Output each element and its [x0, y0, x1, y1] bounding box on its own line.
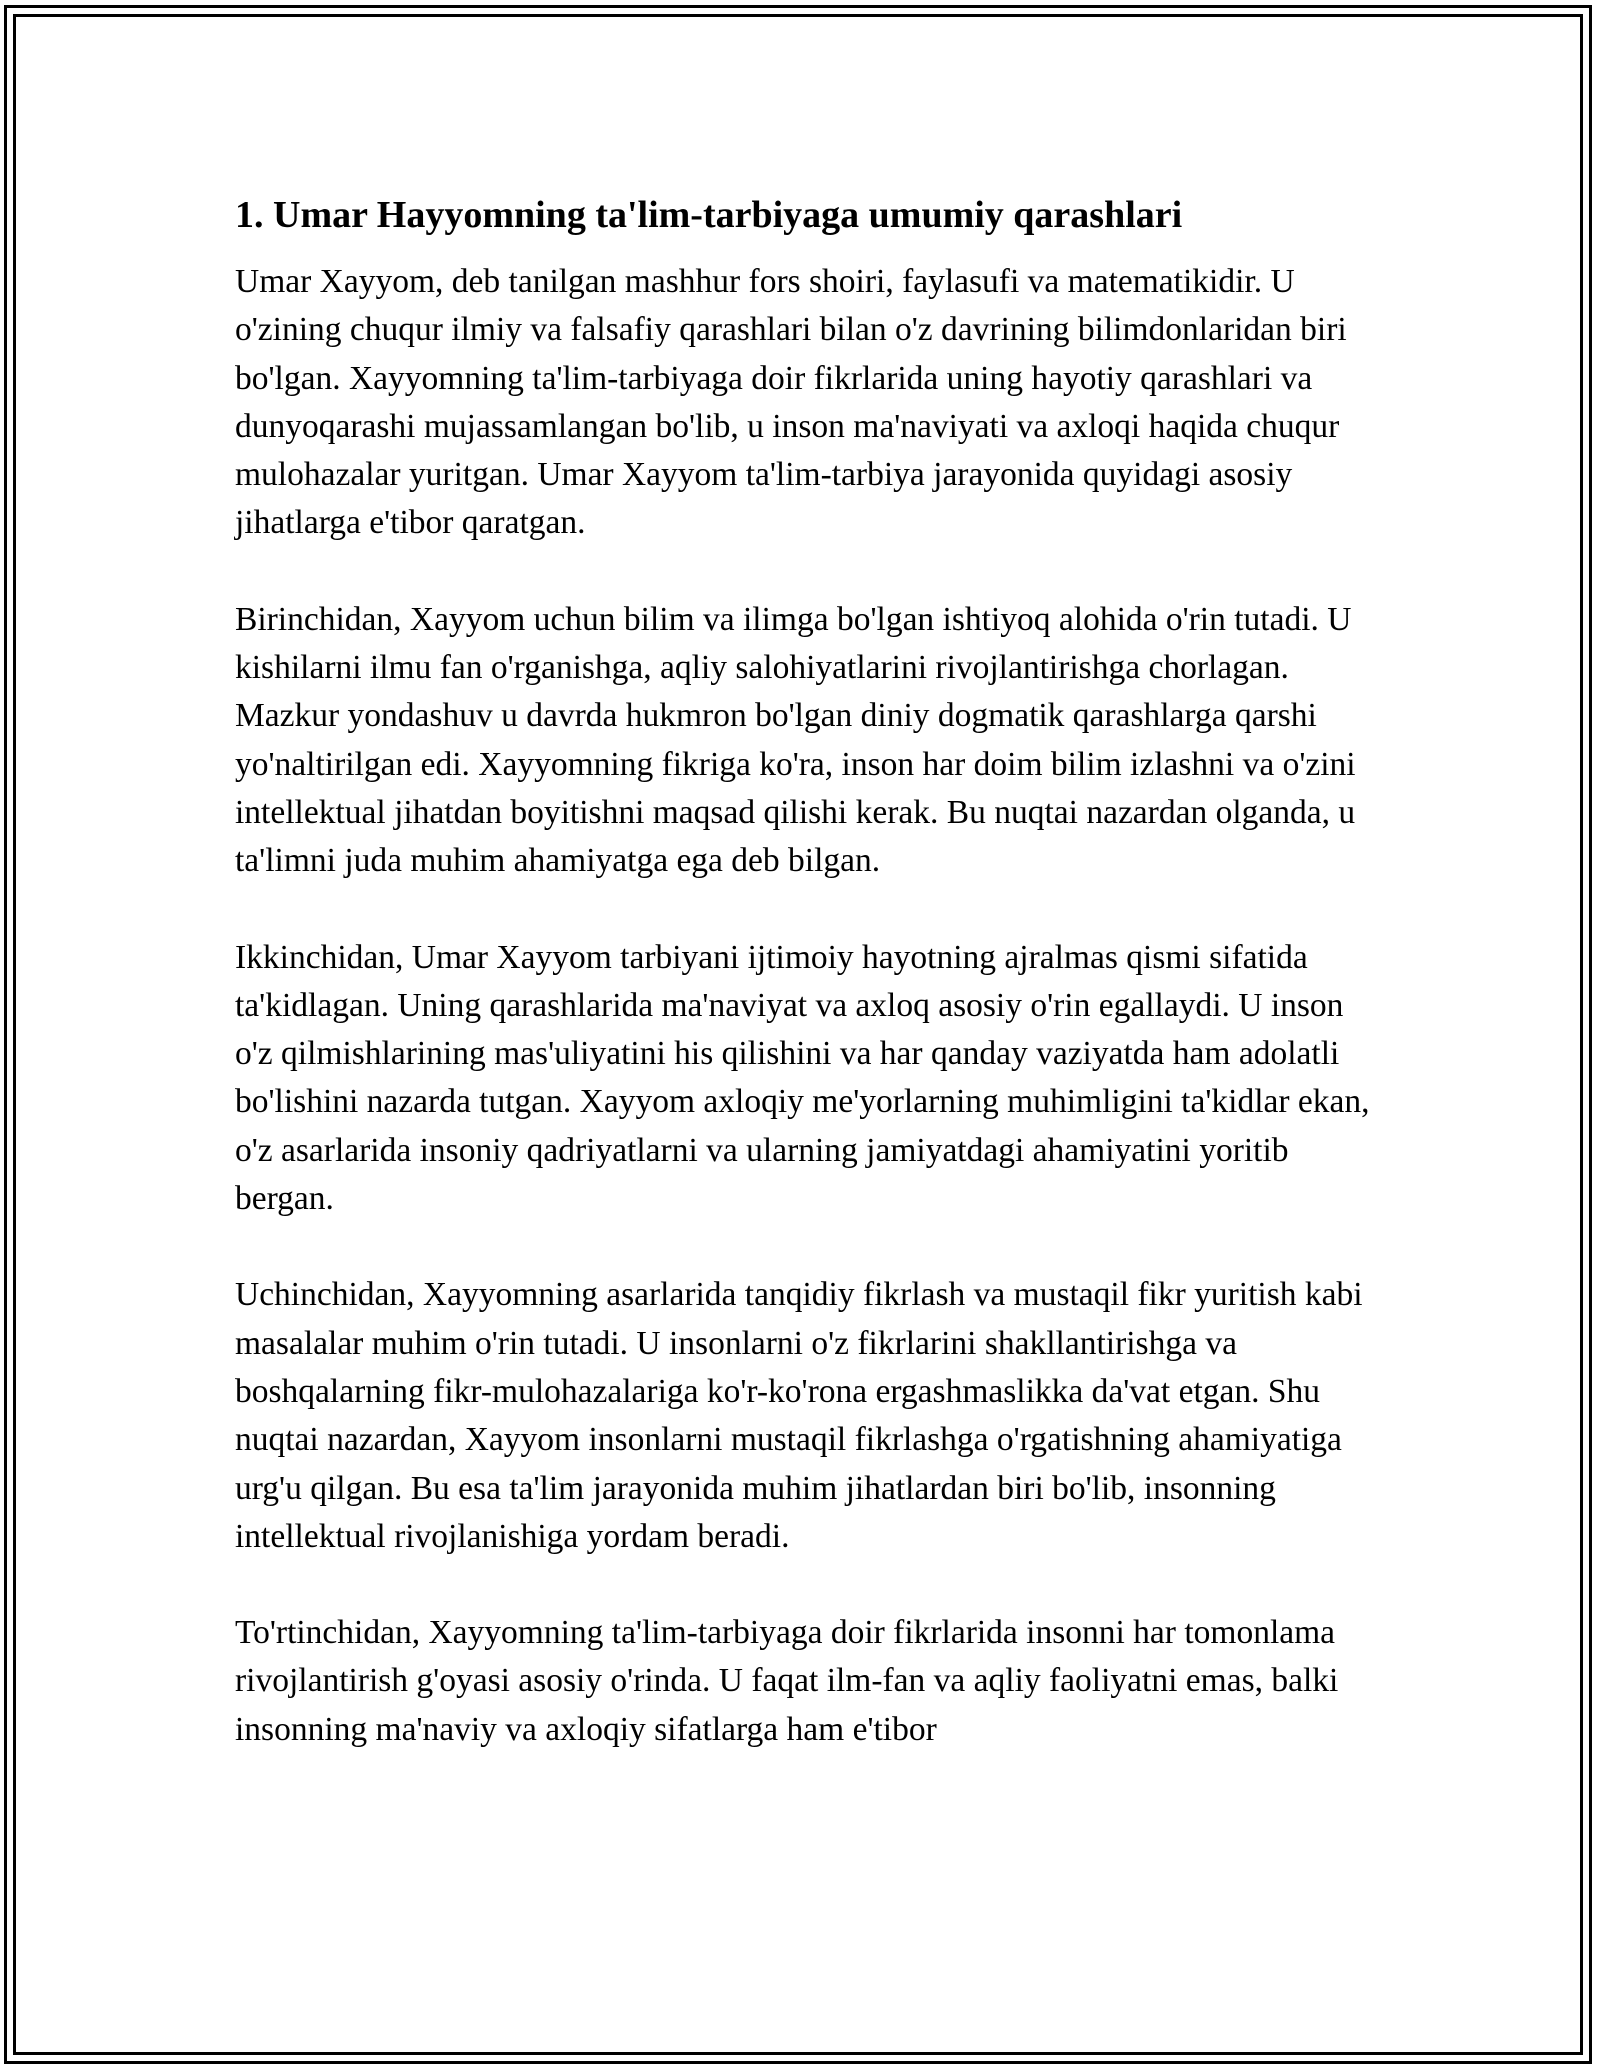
- paragraph-intro: Umar Xayyom, deb tanilgan mashhur fors shoiri, faylasufi va matematikidir. U o'zining chuqur ilmiy va falsafiy qarashlari bilan o'z davrining bilimdonlaridan biri bo'lgan. Xayyomning ta'lim-tarbiyaga doir fikrlarida uning hayotiy qarashlari va dunyoqarashi mujassamlangan bo'lib, u inson ma'naviyati va axloqi haqida chuqur mulohazalar yuritgan. Umar Xayyom ta'lim-tarbiya jarayonida quyidagi asosiy jihatlarga e'tibor qaratgan.: [235, 263, 1347, 542]
- paragraph-fourth: To'rtinchidan, Xayyomning ta'lim-tarbiyaga doir fikrlarida insonni har tomonlama rivojlantirish g'oyasi asosiy o'rinda. U faqat ilm-fan va aqliy faoliyatni emas, balki insonning ma'naviy va axloqiy sifatlarga ham e'tibor: [235, 1614, 1339, 1748]
- paragraph-third: Uchinchidan, Xayyomning asarlarida tanqidiy fikrlash va mustaqil fikr yuritish kabi masalalar muhim o'rin tutadi. U insonlarni o'z fikrlarini shakllantirishga va boshqalarning fikr-mulohazalariga ko'r-ko'rona ergashmaslikka da'vat etgan. Shu nuqtai nazardan, Xayyom insonlarni mustaqil fikrlashga o'rgatishning ahamiyatiga urg'u qilgan. Bu esa ta'lim jarayonida muhim jihatlardan biri bo'lib, insonning intellektual rivojlanishiga yordam beradi.: [235, 1276, 1363, 1555]
- section-heading: 1. Umar Hayyomning ta'lim-tarbiyaga umumiy qarashlari: [235, 194, 1183, 236]
- paragraph-first: Birinchidan, Xayyom uchun bilim va ilimga bo'lgan ishtiyoq alohida o'rin tutadi. U kishilarni ilmu fan o'rganishga, aqliy salohiyatlarini rivojlantirishga chorlagan. Mazkur yondashuv u davrda hukmron bo'lgan diniy dogmatik qarashlarga qarshi yo'naltirilgan edi. Xayyomning fikriga ko'ra, inson har doim bilim izlashni va o'zini intellektual jihatdan boyitishni maqsad qilishi kerak. Bu nuqtai nazardan olganda, u ta'limni juda muhim ahamiyatga ega deb bilgan.: [235, 600, 1356, 880]
- paragraph-second: Ikkinchidan, Umar Xayyom tarbiyani ijtimoiy hayotning ajralmas qismi sifatida ta'kidlagan. Uning qarashlarida ma'naviyat va axloq asosiy o'rin egallaydi. U inson o'z qilmishlarining mas'uliyatini his qilishini va har qanday vaziyatda ham adolatli bo'lishini nazarda tutgan. Xayyom axloqiy me'yorlarning muhimligini ta'kidlar ekan, o'z asarlarida insoniy qadriyatlarni va ularning jamiyatdagi ahamiyatini yoritib bergan.: [235, 938, 1370, 1218]
- document-body: [235, 190, 1375, 1802]
